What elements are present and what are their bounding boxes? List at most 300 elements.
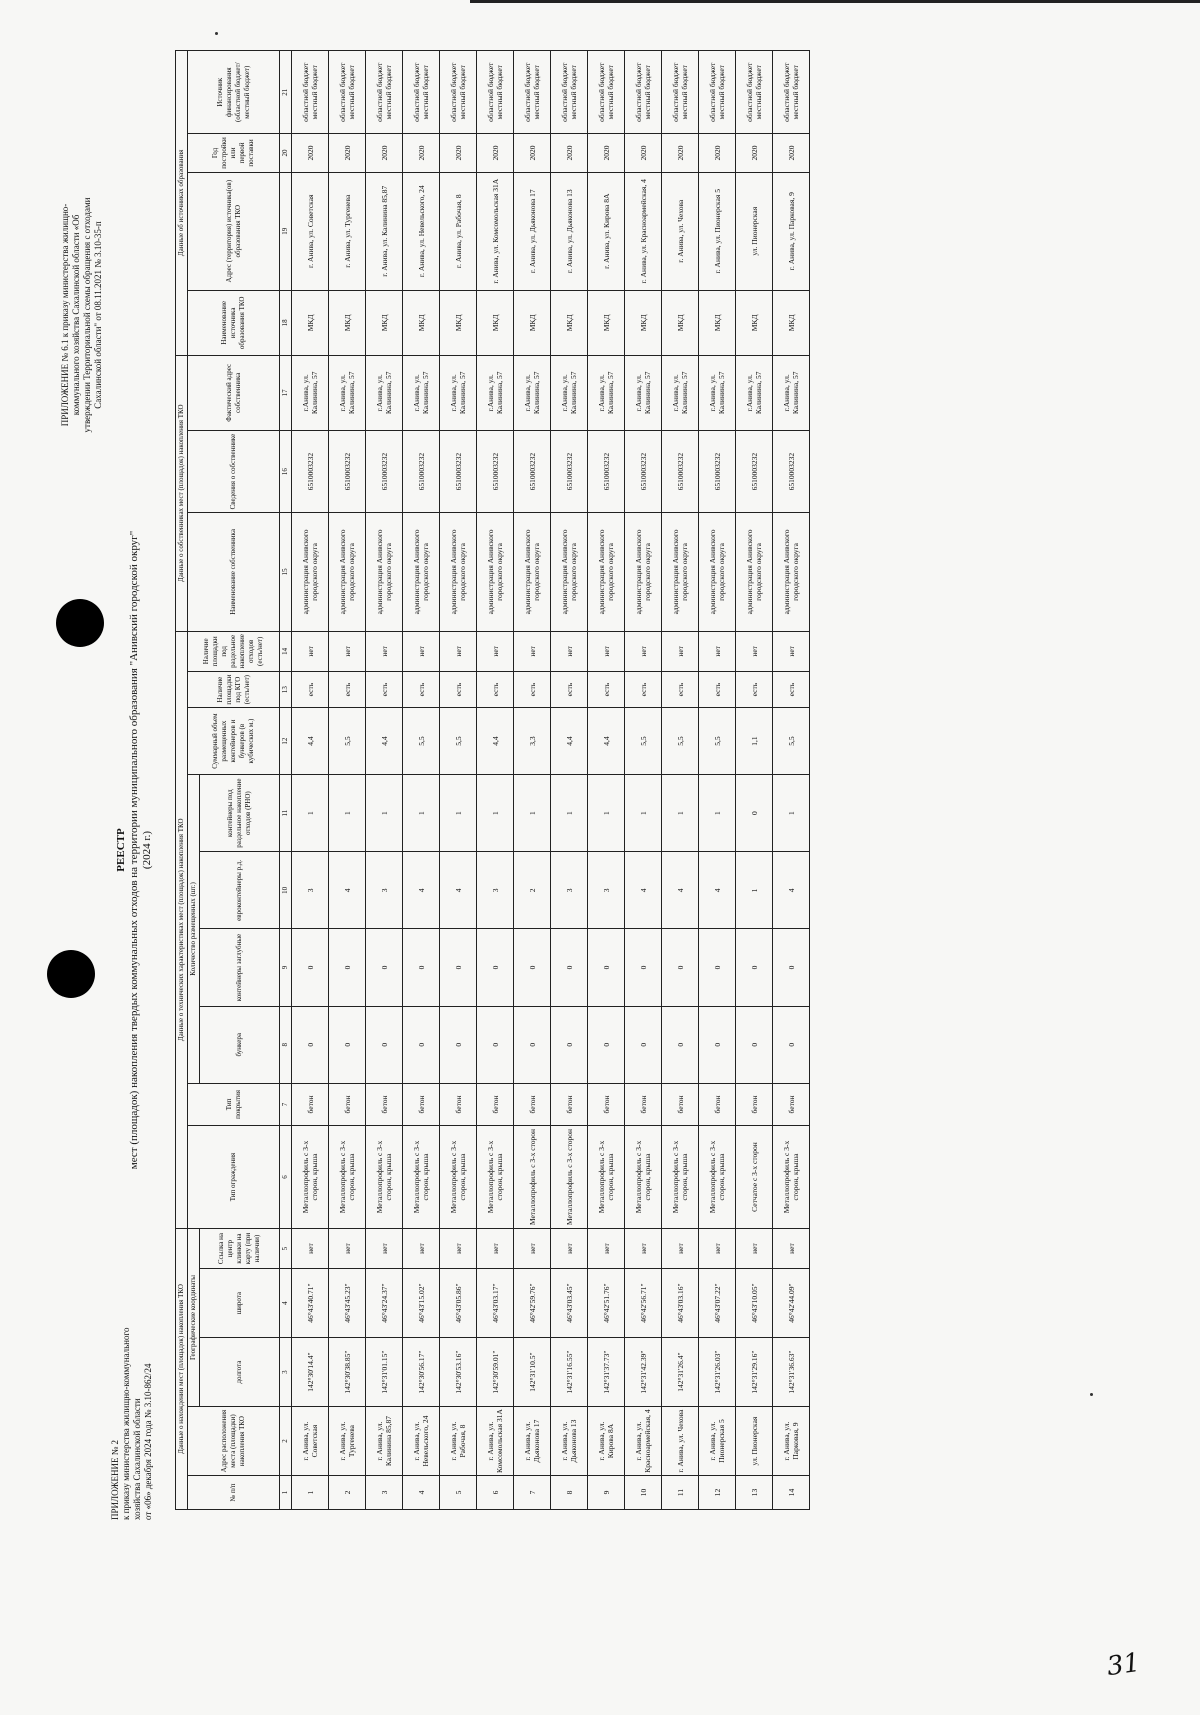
table-cell-link: нет (588, 1228, 625, 1268)
table-cell-rno: нет (625, 631, 662, 672)
group-location: Данные о нахождении мест (площадок) накопления ТКО (176, 1228, 188, 1509)
table-cell-cover: бетон (403, 1083, 440, 1125)
table-cell-owner: администрация Анивского городского округа (477, 513, 514, 631)
table-cell-vol: 4,4 (366, 708, 403, 775)
table-cell-lat: 46°43'05.86" (440, 1269, 477, 1338)
table-cell-cover: бетон (773, 1083, 810, 1125)
table-cell-r: 1 (440, 775, 477, 852)
table-cell-r: 1 (773, 775, 810, 852)
table-cell-addr: г. Анива, ул. Кирова 8А (588, 1407, 625, 1476)
table-cell-oaddr: г.Анива, ул. Калинина, 57 (588, 355, 625, 430)
table-cell-e: 2 (514, 852, 551, 929)
table-cell-kgo: есть (477, 672, 514, 708)
table-cell-kgo: есть (736, 672, 773, 708)
table-cell-r: 1 (551, 775, 588, 852)
table-cell-lon: 142°30'53.16" (440, 1338, 477, 1407)
column-number: 13 (280, 672, 292, 708)
table-row (551, 51, 588, 1510)
table-cell-z: 0 (699, 929, 736, 1006)
table-cell-saddr: г. Анива, ул. Рабочая, 8 (440, 172, 477, 290)
table-cell-link: нет (625, 1228, 662, 1268)
table-cell-owner: администрация Анивского городского округа (625, 513, 662, 631)
column-number: 7 (280, 1083, 292, 1125)
table-cell-cover: бетон (736, 1083, 773, 1125)
table-cell-fence: Металлопрофиль с 3-х сторон (551, 1126, 588, 1229)
table-cell-lon: 142°30'38.85" (329, 1338, 366, 1407)
table-cell-link: нет (551, 1228, 588, 1268)
table-cell-b: 0 (588, 1006, 625, 1083)
table-cell-addr: г. Анива, ул. Красноармейская, 4 (625, 1407, 662, 1476)
table-cell-src: МКД (773, 290, 810, 355)
table-cell-inn: 6510003232 (551, 430, 588, 512)
table-cell-fin: областной бюджет местный бюджет (662, 51, 699, 134)
table-cell-saddr: г. Анива, ул. Кирова 8А (588, 172, 625, 290)
table-cell-year: 2020 (551, 134, 588, 172)
table-cell-r: 1 (477, 775, 514, 852)
col-header-4: широта (200, 1269, 280, 1338)
table-cell-fence: Металлопрофиль с 3-х сторон, крыша (662, 1126, 699, 1229)
table-cell-cover: бетон (292, 1083, 329, 1125)
table-cell-kgo: есть (292, 672, 329, 708)
registry-table (175, 50, 810, 1510)
table-cell-oaddr: г.Анива, ул. Калинина, 57 (625, 355, 662, 430)
table-cell-lat: 46°42'59.76" (514, 1269, 551, 1338)
column-number: 15 (280, 513, 292, 631)
column-number: 9 (280, 929, 292, 1006)
table-cell-vol: 4,4 (477, 708, 514, 775)
table-cell-lat: 46°43'10.05" (736, 1269, 773, 1338)
table-row (773, 51, 810, 1510)
column-number: 20 (280, 134, 292, 172)
table-cell-cover: бетон (662, 1083, 699, 1125)
table-cell-src: МКД (329, 290, 366, 355)
table-cell-n: 1 (292, 1476, 329, 1510)
table-cell-inn: 6510003232 (477, 430, 514, 512)
table-cell-kgo: есть (440, 672, 477, 708)
table-cell-src: МКД (292, 290, 329, 355)
table-cell-oaddr: г.Анива, ул. Калинина, 57 (736, 355, 773, 430)
table-cell-e: 3 (292, 852, 329, 929)
table-cell-kgo: есть (662, 672, 699, 708)
table-cell-lat: 46°43'03.16" (662, 1269, 699, 1338)
table-cell-fin: областной бюджет местный бюджет (477, 51, 514, 134)
group-geo: Географические координаты (188, 1228, 200, 1406)
table-cell-vol: 5,5 (662, 708, 699, 775)
table-cell-z: 0 (773, 929, 810, 1006)
document-title: РЕЕСТР (115, 828, 127, 872)
table-cell-lat: 46°42'51.76" (588, 1269, 625, 1338)
table-cell-vol: 1,1 (736, 708, 773, 775)
table-cell-e: 4 (699, 852, 736, 929)
table-cell-fence: Металлопрофиль с 3-х сторон, крыша (440, 1126, 477, 1229)
table-cell-year: 2020 (588, 134, 625, 172)
column-number: 18 (280, 290, 292, 355)
table-cell-fence: Металлопрофиль с 3-х сторон, крыша (625, 1126, 662, 1229)
table-cell-lon: 142°31'42.39" (625, 1338, 662, 1407)
table-cell-lon: 142°31'01.15" (366, 1338, 403, 1407)
table-cell-addr: г. Анива, ул. Дьяконова 17 (514, 1407, 551, 1476)
table-cell-fin: областной бюджет местный бюджет (699, 51, 736, 134)
table-cell-lon: 142°31'37.73" (588, 1338, 625, 1407)
table-cell-src: МКД (514, 290, 551, 355)
table-cell-link: нет (366, 1228, 403, 1268)
col-header-8: бункера (200, 1006, 280, 1083)
col-header-12: Суммарный объем размещенных контейнеров и бункеров (в кубических м.) (188, 708, 280, 775)
col-header-1: № п/п (188, 1476, 280, 1510)
appendix-right: ПРИЛОЖЕНИЕ № 6.1 к приказу министерства жилищно- коммунального хозяйства Сахалинской области «Об утверждении Территориальной схемы обращения с отходами Сахалинской области" от 08.11.2021 № 3.10-35-п (60, 197, 103, 433)
table-cell-b: 0 (699, 1006, 736, 1083)
table-cell-addr: г. Анива, ул. Комсомольская 31А (477, 1407, 514, 1476)
column-number: 12 (280, 708, 292, 775)
table-cell-saddr: г. Анива, ул. Советская (292, 172, 329, 290)
table-cell-vol: 4,4 (292, 708, 329, 775)
table-cell-fence: Металлопрофиль с 3-х сторон, крыша (403, 1126, 440, 1229)
table-cell-kgo: есть (403, 672, 440, 708)
column-number: 11 (280, 775, 292, 852)
table-cell-src: МКД (662, 290, 699, 355)
table-cell-saddr: г. Анива, ул. Дьяконова 17 (514, 172, 551, 290)
col-header-14: Наличие площадки под раздельное накопление отходов (есть/нет) (188, 631, 280, 672)
table-cell-owner: администрация Анивского городского округа (329, 513, 366, 631)
table-cell-year: 2020 (366, 134, 403, 172)
table-cell-oaddr: г.Анива, ул. Калинина, 57 (329, 355, 366, 430)
table-cell-owner: администрация Анивского городского округа (773, 513, 810, 631)
table-cell-fin: областной бюджет местный бюджет (736, 51, 773, 134)
table-cell-saddr: г. Анива, ул. Парковая, 9 (773, 172, 810, 290)
table-cell-src: МКД (588, 290, 625, 355)
table-cell-link: нет (440, 1228, 477, 1268)
table-cell-z: 0 (292, 929, 329, 1006)
table-cell-addr: г. Анива, ул. Тургенева (329, 1407, 366, 1476)
table-cell-addr: г. Анива, ул. Калинина 85,87 (366, 1407, 403, 1476)
table-cell-cover: бетон (699, 1083, 736, 1125)
table-cell-inn: 6510003232 (514, 430, 551, 512)
table-cell-src: МКД (699, 290, 736, 355)
document-year: (2024 г.) (141, 830, 153, 870)
table-cell-kgo: есть (329, 672, 366, 708)
col-header-13: Наличие площадки под КГО (есть/нет) (188, 672, 280, 708)
table-cell-owner: администрация Анивского городского округа (588, 513, 625, 631)
table-cell-src: МКД (551, 290, 588, 355)
table-cell-link: нет (773, 1228, 810, 1268)
group-qty: Количество размещенных (шт.) (188, 775, 200, 1084)
table-cell-inn: 6510003232 (588, 430, 625, 512)
table-cell-z: 0 (440, 929, 477, 1006)
table-cell-b: 0 (440, 1006, 477, 1083)
table-cell-rno: нет (699, 631, 736, 672)
table-cell-oaddr: г.Анива, ул. Калинина, 57 (440, 355, 477, 430)
table-cell-e: 4 (440, 852, 477, 929)
col-header-11: контейнеры под раздельное накопление отходов (РНО) (200, 775, 280, 852)
table-cell-year: 2020 (514, 134, 551, 172)
table-cell-n: 14 (773, 1476, 810, 1510)
table-cell-n: 13 (736, 1476, 773, 1510)
table-cell-b: 0 (366, 1006, 403, 1083)
col-header-6: Тип ограждения (188, 1126, 280, 1229)
table-row (329, 51, 366, 1510)
table-cell-b: 0 (477, 1006, 514, 1083)
table-cell-addr: г. Анива, ул. Пионерская 5 (699, 1407, 736, 1476)
table-cell-r: 1 (329, 775, 366, 852)
scan-hole-punch (56, 599, 104, 647)
table-cell-kgo: есть (588, 672, 625, 708)
table-row (588, 51, 625, 1510)
table-cell-addr: г. Анива, ул. Рабочая, 8 (440, 1407, 477, 1476)
table-cell-saddr: г. Анива, ул. Калинина 85,87 (366, 172, 403, 290)
table-cell-r: 0 (736, 775, 773, 852)
table-cell-rno: нет (551, 631, 588, 672)
table-row (514, 51, 551, 1510)
table-row (662, 51, 699, 1510)
table-cell-z: 0 (588, 929, 625, 1006)
table-row (625, 51, 662, 1510)
table-cell-rno: нет (440, 631, 477, 672)
table-cell-vol: 5,5 (699, 708, 736, 775)
table-cell-rno: нет (662, 631, 699, 672)
table-cell-rno: нет (588, 631, 625, 672)
table-cell-b: 0 (551, 1006, 588, 1083)
rotated-document (40, 40, 1160, 1660)
table-cell-fence: Металлопрофиль с 3-х сторон, крыша (588, 1126, 625, 1229)
table-cell-lon: 142°31'10.5" (514, 1338, 551, 1407)
table-cell-owner: администрация Анивского городского округа (366, 513, 403, 631)
table-cell-vol: 4,4 (551, 708, 588, 775)
table-cell-n: 4 (403, 1476, 440, 1510)
column-number: 6 (280, 1126, 292, 1229)
table-cell-kgo: есть (773, 672, 810, 708)
group-owner: Данные о собственниках мест (площадок) накопления ТКО (176, 355, 188, 631)
table-cell-r: 1 (292, 775, 329, 852)
table-cell-b: 0 (662, 1006, 699, 1083)
table-cell-n: 11 (662, 1476, 699, 1510)
table-cell-lat: 46°43'15.02" (403, 1269, 440, 1338)
table-cell-z: 0 (329, 929, 366, 1006)
table-cell-saddr: г. Анива, ул. Тургенева (329, 172, 366, 290)
group-source: Данные об источниках образования (176, 51, 188, 356)
table-cell-lon: 142°31'26.03" (699, 1338, 736, 1407)
column-number: 21 (280, 51, 292, 134)
table-cell-rno: нет (329, 631, 366, 672)
table-cell-fence: Металлопрофиль с 3-х сторон, крыша (366, 1126, 403, 1229)
column-number: 8 (280, 1006, 292, 1083)
column-number: 10 (280, 852, 292, 929)
table-cell-cover: бетон (625, 1083, 662, 1125)
table-cell-cover: бетон (514, 1083, 551, 1125)
table-cell-saddr: г. Анива, ул. Красноармейская, 4 (625, 172, 662, 290)
table-cell-oaddr: г.Анива, ул. Калинина, 57 (366, 355, 403, 430)
table-cell-lon: 142°31'16.55" (551, 1338, 588, 1407)
column-number: 16 (280, 430, 292, 512)
column-number: 2 (280, 1407, 292, 1476)
table-cell-z: 0 (625, 929, 662, 1006)
table-cell-year: 2020 (403, 134, 440, 172)
table-cell-rno: нет (403, 631, 440, 672)
table-cell-n: 12 (699, 1476, 736, 1510)
table-cell-lon: 142°31'36.63" (773, 1338, 810, 1407)
table-cell-lat: 46°43'03.17" (477, 1269, 514, 1338)
table-cell-e: 3 (551, 852, 588, 929)
col-header-20: Год постройки или первой поставки (188, 134, 280, 172)
table-cell-year: 2020 (440, 134, 477, 172)
table-cell-kgo: есть (366, 672, 403, 708)
table-cell-r: 1 (699, 775, 736, 852)
table-cell-fin: областной бюджет местный бюджет (773, 51, 810, 134)
table-cell-src: МКД (736, 290, 773, 355)
table-cell-oaddr: г.Анива, ул. Калинина, 57 (403, 355, 440, 430)
table-cell-kgo: есть (551, 672, 588, 708)
table-cell-vol: 5,5 (773, 708, 810, 775)
table-cell-fin: областной бюджет местный бюджет (440, 51, 477, 134)
table-cell-fin: областной бюджет местный бюджет (403, 51, 440, 134)
table-cell-z: 0 (514, 929, 551, 1006)
table-cell-lat: 46°42'56.71" (625, 1269, 662, 1338)
table-cell-rno: нет (292, 631, 329, 672)
table-cell-e: 4 (329, 852, 366, 929)
scan-speck (215, 32, 218, 35)
scan-hole-punch (47, 950, 95, 998)
table-cell-addr: г. Анива, ул. Невельского, 24 (403, 1407, 440, 1476)
table-cell-saddr: г. Анива, ул. Комсомольская 31А (477, 172, 514, 290)
table-cell-inn: 6510003232 (662, 430, 699, 512)
table-cell-inn: 6510003232 (699, 430, 736, 512)
col-header-19: Адрес (территория) источника(ов) образования ТКО (188, 172, 280, 290)
col-header-9: контейнеры заглубные (200, 929, 280, 1006)
table-cell-b: 0 (292, 1006, 329, 1083)
table-cell-b: 0 (736, 1006, 773, 1083)
table-cell-b: 0 (625, 1006, 662, 1083)
table-cell-n: 10 (625, 1476, 662, 1510)
handwritten-page-number: 31 (1104, 1647, 1142, 1683)
table-cell-rno: нет (366, 631, 403, 672)
table-cell-lat: 46°43'07.22" (699, 1269, 736, 1338)
table-cell-n: 3 (366, 1476, 403, 1510)
table-cell-n: 8 (551, 1476, 588, 1510)
table-cell-n: 9 (588, 1476, 625, 1510)
table-cell-addr: г. Анива, ул. Парковая, 9 (773, 1407, 810, 1476)
table-cell-lon: 142°31'29.16" (736, 1338, 773, 1407)
table-cell-lat: 46°43'45.23" (329, 1269, 366, 1338)
table-cell-vol: 3,3 (514, 708, 551, 775)
table-cell-year: 2020 (477, 134, 514, 172)
table-cell-vol: 5,5 (329, 708, 366, 775)
table-cell-fence: Металлопрофиль с 3-х сторон, крыша (329, 1126, 366, 1229)
table-cell-fin: областной бюджет местный бюджет (551, 51, 588, 134)
table-row (699, 51, 736, 1510)
table-cell-z: 0 (477, 929, 514, 1006)
table-cell-link: нет (403, 1228, 440, 1268)
table-cell-n: 6 (477, 1476, 514, 1510)
table-cell-fence: Металлопрофиль с 3-х сторон (514, 1126, 551, 1229)
table-cell-src: МКД (625, 290, 662, 355)
table-cell-fin: областной бюджет местный бюджет (514, 51, 551, 134)
table-cell-fence: Металлопрофиль с 3-х сторон, крыша (292, 1126, 329, 1229)
table-cell-year: 2020 (736, 134, 773, 172)
table-cell-inn: 6510003232 (625, 430, 662, 512)
table-cell-rno: нет (736, 631, 773, 672)
table-cell-z: 0 (551, 929, 588, 1006)
table-cell-addr: г. Анива, ул. Чехова (662, 1407, 699, 1476)
table-cell-z: 0 (366, 929, 403, 1006)
table-cell-year: 2020 (329, 134, 366, 172)
table-cell-inn: 6510003232 (329, 430, 366, 512)
table-cell-oaddr: г.Анива, ул. Калинина, 57 (662, 355, 699, 430)
table-cell-saddr: г. Анива, ул. Чехова (662, 172, 699, 290)
table-cell-inn: 6510003232 (292, 430, 329, 512)
table-cell-cover: бетон (477, 1083, 514, 1125)
table-cell-owner: администрация Анивского городского округа (440, 513, 477, 631)
table-cell-saddr: г. Анива, ул. Пионерская 5 (699, 172, 736, 290)
table-cell-e: 4 (625, 852, 662, 929)
table-cell-rno: нет (514, 631, 551, 672)
table-cell-oaddr: г.Анива, ул. Калинина, 57 (477, 355, 514, 430)
table-cell-oaddr: г.Анива, ул. Калинина, 57 (551, 355, 588, 430)
column-number: 1 (280, 1476, 292, 1510)
table-cell-fence: Металлопрофиль с 3-х сторон, крыша (773, 1126, 810, 1229)
table-cell-vol: 5,5 (440, 708, 477, 775)
table-cell-rno: нет (773, 631, 810, 672)
table-cell-oaddr: г.Анива, ул. Калинина, 57 (514, 355, 551, 430)
table-cell-inn: 6510003232 (736, 430, 773, 512)
column-number: 19 (280, 172, 292, 290)
table-cell-saddr: г. Анива, ул. Невельского, 24 (403, 172, 440, 290)
table-cell-n: 7 (514, 1476, 551, 1510)
table-cell-src: МКД (403, 290, 440, 355)
table-cell-fin: областной бюджет местный бюджет (625, 51, 662, 134)
table-cell-lat: 46°43'03.45" (551, 1269, 588, 1338)
table-cell-e: 4 (662, 852, 699, 929)
table-cell-cover: бетон (551, 1083, 588, 1125)
table-cell-link: нет (329, 1228, 366, 1268)
table-cell-vol: 5,5 (403, 708, 440, 775)
table-cell-link: нет (699, 1228, 736, 1268)
table-cell-oaddr: г.Анива, ул. Калинина, 57 (699, 355, 736, 430)
table-cell-saddr: г. Анива, ул. Дьяконова 13 (551, 172, 588, 290)
scan-top-edge (470, 0, 1200, 3)
table-cell-lat: 46°43'40.71" (292, 1269, 329, 1338)
table-cell-src: МКД (440, 290, 477, 355)
table-cell-inn: 6510003232 (403, 430, 440, 512)
table-cell-inn: 6510003232 (440, 430, 477, 512)
col-header-16: Сведения о собственнике (188, 430, 280, 512)
col-header-3: долгота (200, 1338, 280, 1407)
table-row (440, 51, 477, 1510)
table-cell-r: 1 (625, 775, 662, 852)
table-cell-link: нет (514, 1228, 551, 1268)
table-cell-lon: 142°30'59.01" (477, 1338, 514, 1407)
col-header-10: евроконтейнеры р.д. (200, 852, 280, 929)
table-cell-lon: 142°31'26.4" (662, 1338, 699, 1407)
table-cell-kgo: есть (514, 672, 551, 708)
table-row (477, 51, 514, 1510)
table-cell-r: 1 (366, 775, 403, 852)
table-cell-e: 3 (366, 852, 403, 929)
table-cell-owner: администрация Анивского городского округа (292, 513, 329, 631)
table-cell-z: 0 (403, 929, 440, 1006)
table-cell-owner: администрация Анивского городского округа (514, 513, 551, 631)
table-cell-src: МКД (477, 290, 514, 355)
table-cell-addr: г. Анива, ул. Советская (292, 1407, 329, 1476)
column-number-row (280, 51, 292, 1510)
table-cell-cover: бетон (440, 1083, 477, 1125)
col-header-17: Фактический адрес собственника (188, 355, 280, 430)
table-cell-link: нет (292, 1228, 329, 1268)
table-cell-owner: администрация Анивского городского округа (403, 513, 440, 631)
table-cell-cover: бетон (588, 1083, 625, 1125)
col-header-15: Наименование собственника (188, 513, 280, 631)
table-cell-lon: 142°30'56.17" (403, 1338, 440, 1407)
column-number: 17 (280, 355, 292, 430)
table-cell-vol: 5,5 (625, 708, 662, 775)
